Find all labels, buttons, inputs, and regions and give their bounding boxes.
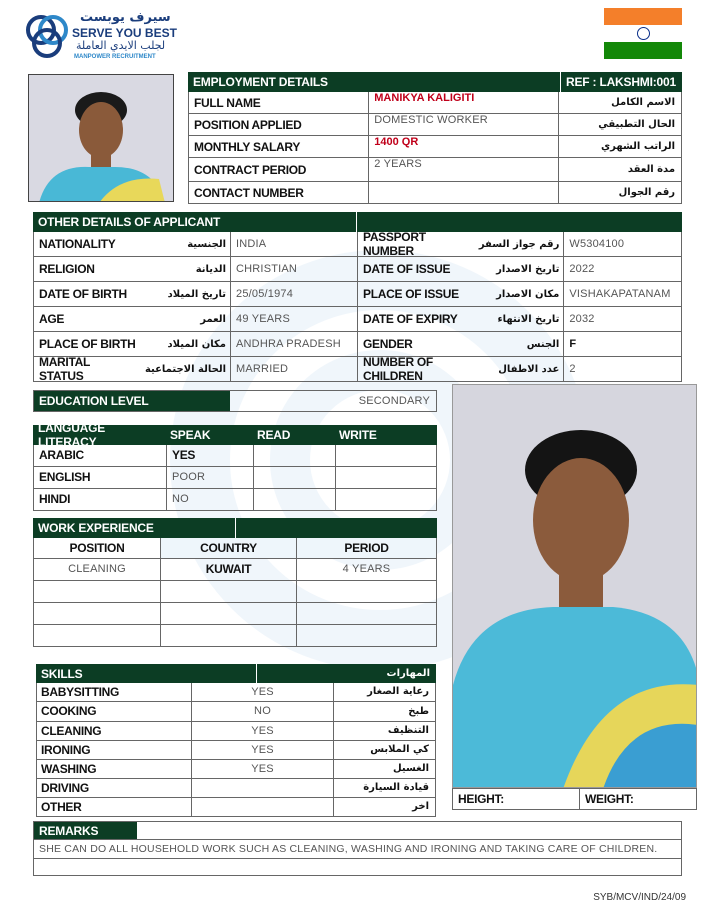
emp-label: CONTACT NUMBER (194, 185, 304, 200)
lang-read (253, 467, 335, 488)
detail-row (34, 357, 357, 381)
lang-name: ENGLISH (39, 470, 91, 484)
work-position (34, 581, 160, 602)
emp-value: MANIKYA KALIGITI (368, 92, 557, 113)
work-country (160, 581, 296, 602)
skill-arabic: كي الملابس (333, 741, 435, 759)
work-row (33, 603, 437, 625)
detail-arabic: مكان الميلاد (167, 338, 226, 350)
skills-title-ar (256, 664, 436, 683)
lang-write (335, 467, 436, 488)
work-position: CLEANING (68, 563, 126, 575)
work-col-headers (33, 538, 437, 559)
remarks-header (33, 821, 682, 840)
work-row (33, 581, 437, 603)
skill-label: COOKING (41, 704, 97, 718)
skill-row (36, 722, 436, 741)
skill-label: CLEANING (41, 724, 102, 738)
emp-arabic: الاسم الكامل (558, 92, 682, 113)
detail-row (357, 357, 682, 381)
work-period (296, 603, 436, 624)
detail-arabic: الحالة الاجتماعية (144, 363, 226, 375)
lang-speak: YES (166, 445, 253, 466)
detail-row (34, 282, 357, 307)
logo-tagline: MANPOWER RECRUITMENT (74, 54, 156, 60)
skill-value: NO (191, 702, 333, 721)
skill-value: YES (191, 722, 333, 740)
detail-value: ANDHRA PRADESH (230, 332, 357, 356)
lang-write (335, 445, 436, 466)
document-code: SYB/MCV/IND/24/09 (593, 892, 686, 903)
detail-row (34, 257, 357, 282)
skills-table (36, 664, 436, 817)
ref-header (560, 72, 682, 92)
other-details-table (33, 232, 682, 382)
work-period (296, 625, 436, 646)
height-label: HEIGHT: (458, 792, 504, 806)
detail-row (357, 232, 682, 257)
detail-value: 2032 (563, 307, 682, 331)
education-label: EDUCATION LEVEL (34, 391, 230, 411)
language-row (33, 489, 437, 511)
work-country (160, 603, 296, 624)
detail-value: W5304100 (563, 232, 682, 256)
detail-arabic: الجنس (526, 338, 560, 350)
emp-row (188, 136, 682, 158)
read-col-header: READ (257, 428, 291, 442)
emp-row (188, 182, 682, 204)
remarks-section (33, 821, 682, 876)
applicant-photo-small (28, 74, 174, 202)
skill-label: DRIVING (41, 781, 89, 795)
skill-label: IRONING (41, 743, 91, 757)
detail-value: 2 (563, 357, 682, 381)
work-header-fill (235, 518, 437, 538)
skill-arabic: رعاية الصغار (333, 683, 435, 701)
work-position (34, 625, 160, 646)
logo-mark-icon (24, 12, 70, 62)
work-position (34, 603, 160, 624)
skill-row (36, 702, 436, 722)
detail-label: DATE OF EXPIRY (363, 312, 458, 326)
remarks-title: REMARKS (34, 822, 137, 839)
detail-label: DATE OF BIRTH (39, 287, 127, 301)
emp-value: DOMESTIC WORKER (368, 114, 557, 135)
detail-label: AGE (39, 312, 65, 326)
detail-row (34, 307, 357, 332)
emp-value: 2 YEARS (368, 158, 557, 181)
skill-value (191, 798, 333, 816)
emp-value (368, 182, 557, 203)
skill-row (36, 741, 436, 760)
skill-row (36, 798, 436, 817)
work-period (296, 581, 436, 602)
detail-arabic: تاريخ الميلاد (167, 288, 226, 300)
lang-read (253, 445, 335, 466)
skill-label: BABYSITTING (41, 685, 120, 699)
skills-title: SKILLS (36, 664, 256, 683)
education-row (33, 390, 437, 412)
emp-arabic: رقم الجوال (558, 182, 682, 203)
emp-row (188, 114, 682, 136)
skill-label: OTHER (41, 800, 82, 814)
skills-header (36, 664, 436, 683)
detail-arabic: تاريخ الاصدار (496, 263, 560, 275)
detail-label: PLACE OF ISSUE (363, 287, 459, 301)
education-value: SECONDARY (358, 395, 430, 407)
skill-row (36, 760, 436, 779)
language-row (33, 445, 437, 467)
detail-value: MARRIED (230, 357, 357, 381)
other-details-title: OTHER DETAILS OF APPLICANT (38, 215, 221, 229)
detail-row (357, 332, 682, 357)
skill-value: YES (191, 683, 333, 701)
emp-arabic: الراتب الشهري (558, 136, 682, 157)
detail-label: NUMBER OF CHILDREN (363, 355, 433, 383)
write-col-header: WRITE (339, 428, 377, 442)
detail-arabic: رقم جواز السفر (478, 238, 560, 250)
detail-label: RELIGION (39, 262, 95, 276)
emp-label: CONTRACT PERIOD (194, 162, 307, 177)
remarks-empty-row (33, 859, 682, 876)
detail-label: NATIONALITY (39, 237, 116, 251)
detail-label: GENDER (363, 337, 413, 351)
company-logo (24, 10, 177, 64)
detail-label: MARITAL STATUS (39, 355, 90, 383)
lang-name: ARABIC (39, 448, 84, 462)
work-country: KUWAIT (160, 559, 296, 580)
skill-arabic: طبخ (333, 702, 435, 721)
emp-row (188, 92, 682, 114)
emp-row (188, 158, 682, 182)
detail-row (34, 332, 357, 357)
skill-arabic: اخر (333, 798, 435, 816)
skill-arabic: التنظيف (333, 722, 435, 740)
other-details-header (33, 212, 356, 232)
detail-row (357, 282, 682, 307)
skill-arabic: قيادة السيارة (333, 779, 435, 797)
detail-arabic: مكان الاصدار (496, 288, 560, 300)
ref-code: REF : LAKSHMI:001 (566, 75, 676, 89)
remarks-text: SHE CAN DO ALL HOUSEHOLD WORK SUCH AS CLEANING, WASHING AND IRONING AND TAKING CARE OF CHILDREN. (33, 840, 682, 859)
emp-label: FULL NAME (194, 95, 261, 110)
lang-read (253, 489, 335, 510)
lang-name: HINDI (39, 492, 71, 506)
skill-label: WASHING (41, 762, 97, 776)
detail-row (34, 232, 357, 257)
emp-arabic: مدة العقد (558, 158, 682, 181)
language-row (33, 467, 437, 489)
other-details-header-right (356, 212, 682, 232)
detail-row (357, 307, 682, 332)
detail-value: F (563, 332, 682, 356)
skill-row (36, 779, 436, 798)
detail-arabic: عدد الاطفال (498, 363, 560, 375)
skill-row (36, 683, 436, 702)
weight-label: WEIGHT: (579, 789, 696, 809)
detail-arabic: الديانة (195, 263, 226, 275)
skill-arabic: الغسيل (333, 760, 435, 778)
emp-value: 1400 QR (368, 136, 557, 157)
detail-label: DATE OF ISSUE (363, 262, 451, 276)
detail-value: 49 YEARS (230, 307, 357, 331)
work-col-position: POSITION (69, 541, 125, 555)
language-header (33, 421, 437, 449)
detail-row (357, 257, 682, 282)
emp-label: POSITION APPLIED (194, 117, 302, 132)
detail-arabic: الجنسية (187, 238, 226, 250)
work-row (33, 625, 437, 647)
emp-arabic: الحال التطبيقي (558, 114, 682, 135)
detail-value: 25/05/1974 (230, 282, 357, 306)
skill-value: YES (191, 760, 333, 778)
detail-value: 2022 (563, 257, 682, 281)
lang-write (335, 489, 436, 510)
detail-value: INDIA (230, 232, 357, 256)
employment-title: EMPLOYMENT DETAILS (193, 75, 328, 89)
measures-row (452, 788, 697, 810)
detail-label: PASSPORT NUMBER (363, 230, 426, 258)
work-period: 4 YEARS (296, 559, 436, 580)
applicant-photo-large (452, 384, 697, 788)
lang-speak: NO (166, 489, 253, 510)
india-flag (604, 8, 682, 60)
chakra-icon (637, 27, 650, 40)
detail-value: VISHAKAPATANAM (563, 282, 682, 306)
lang-col-header: LANGUAGE LITERACY (38, 421, 106, 449)
logo-arabic-sub: لجلب الايدي العاملة (76, 39, 166, 52)
work-table (33, 518, 437, 647)
detail-arabic: العمر (200, 313, 226, 325)
work-country (160, 625, 296, 646)
speak-col-header: SPEAK (170, 428, 211, 442)
skill-value (191, 779, 333, 797)
skills-title-arabic: المهارات (386, 668, 430, 679)
lang-speak: POOR (166, 467, 253, 488)
logo-name: SERVE YOU BEST (72, 26, 177, 40)
logo-arabic: سيرف يوبست (80, 10, 171, 25)
detail-value: CHRISTIAN (230, 257, 357, 281)
skill-value: YES (191, 741, 333, 759)
detail-label: PLACE OF BIRTH (39, 337, 136, 351)
work-title: WORK EXPERIENCE (33, 518, 235, 538)
work-row (33, 559, 437, 581)
language-table (33, 421, 437, 511)
work-col-country: COUNTRY (160, 538, 296, 558)
work-header (33, 518, 437, 538)
detail-arabic: تاريخ الانتهاء (497, 313, 560, 325)
emp-label: MONTHLY SALARY (194, 139, 301, 154)
employment-header (188, 72, 560, 92)
work-col-period: PERIOD (296, 538, 436, 558)
